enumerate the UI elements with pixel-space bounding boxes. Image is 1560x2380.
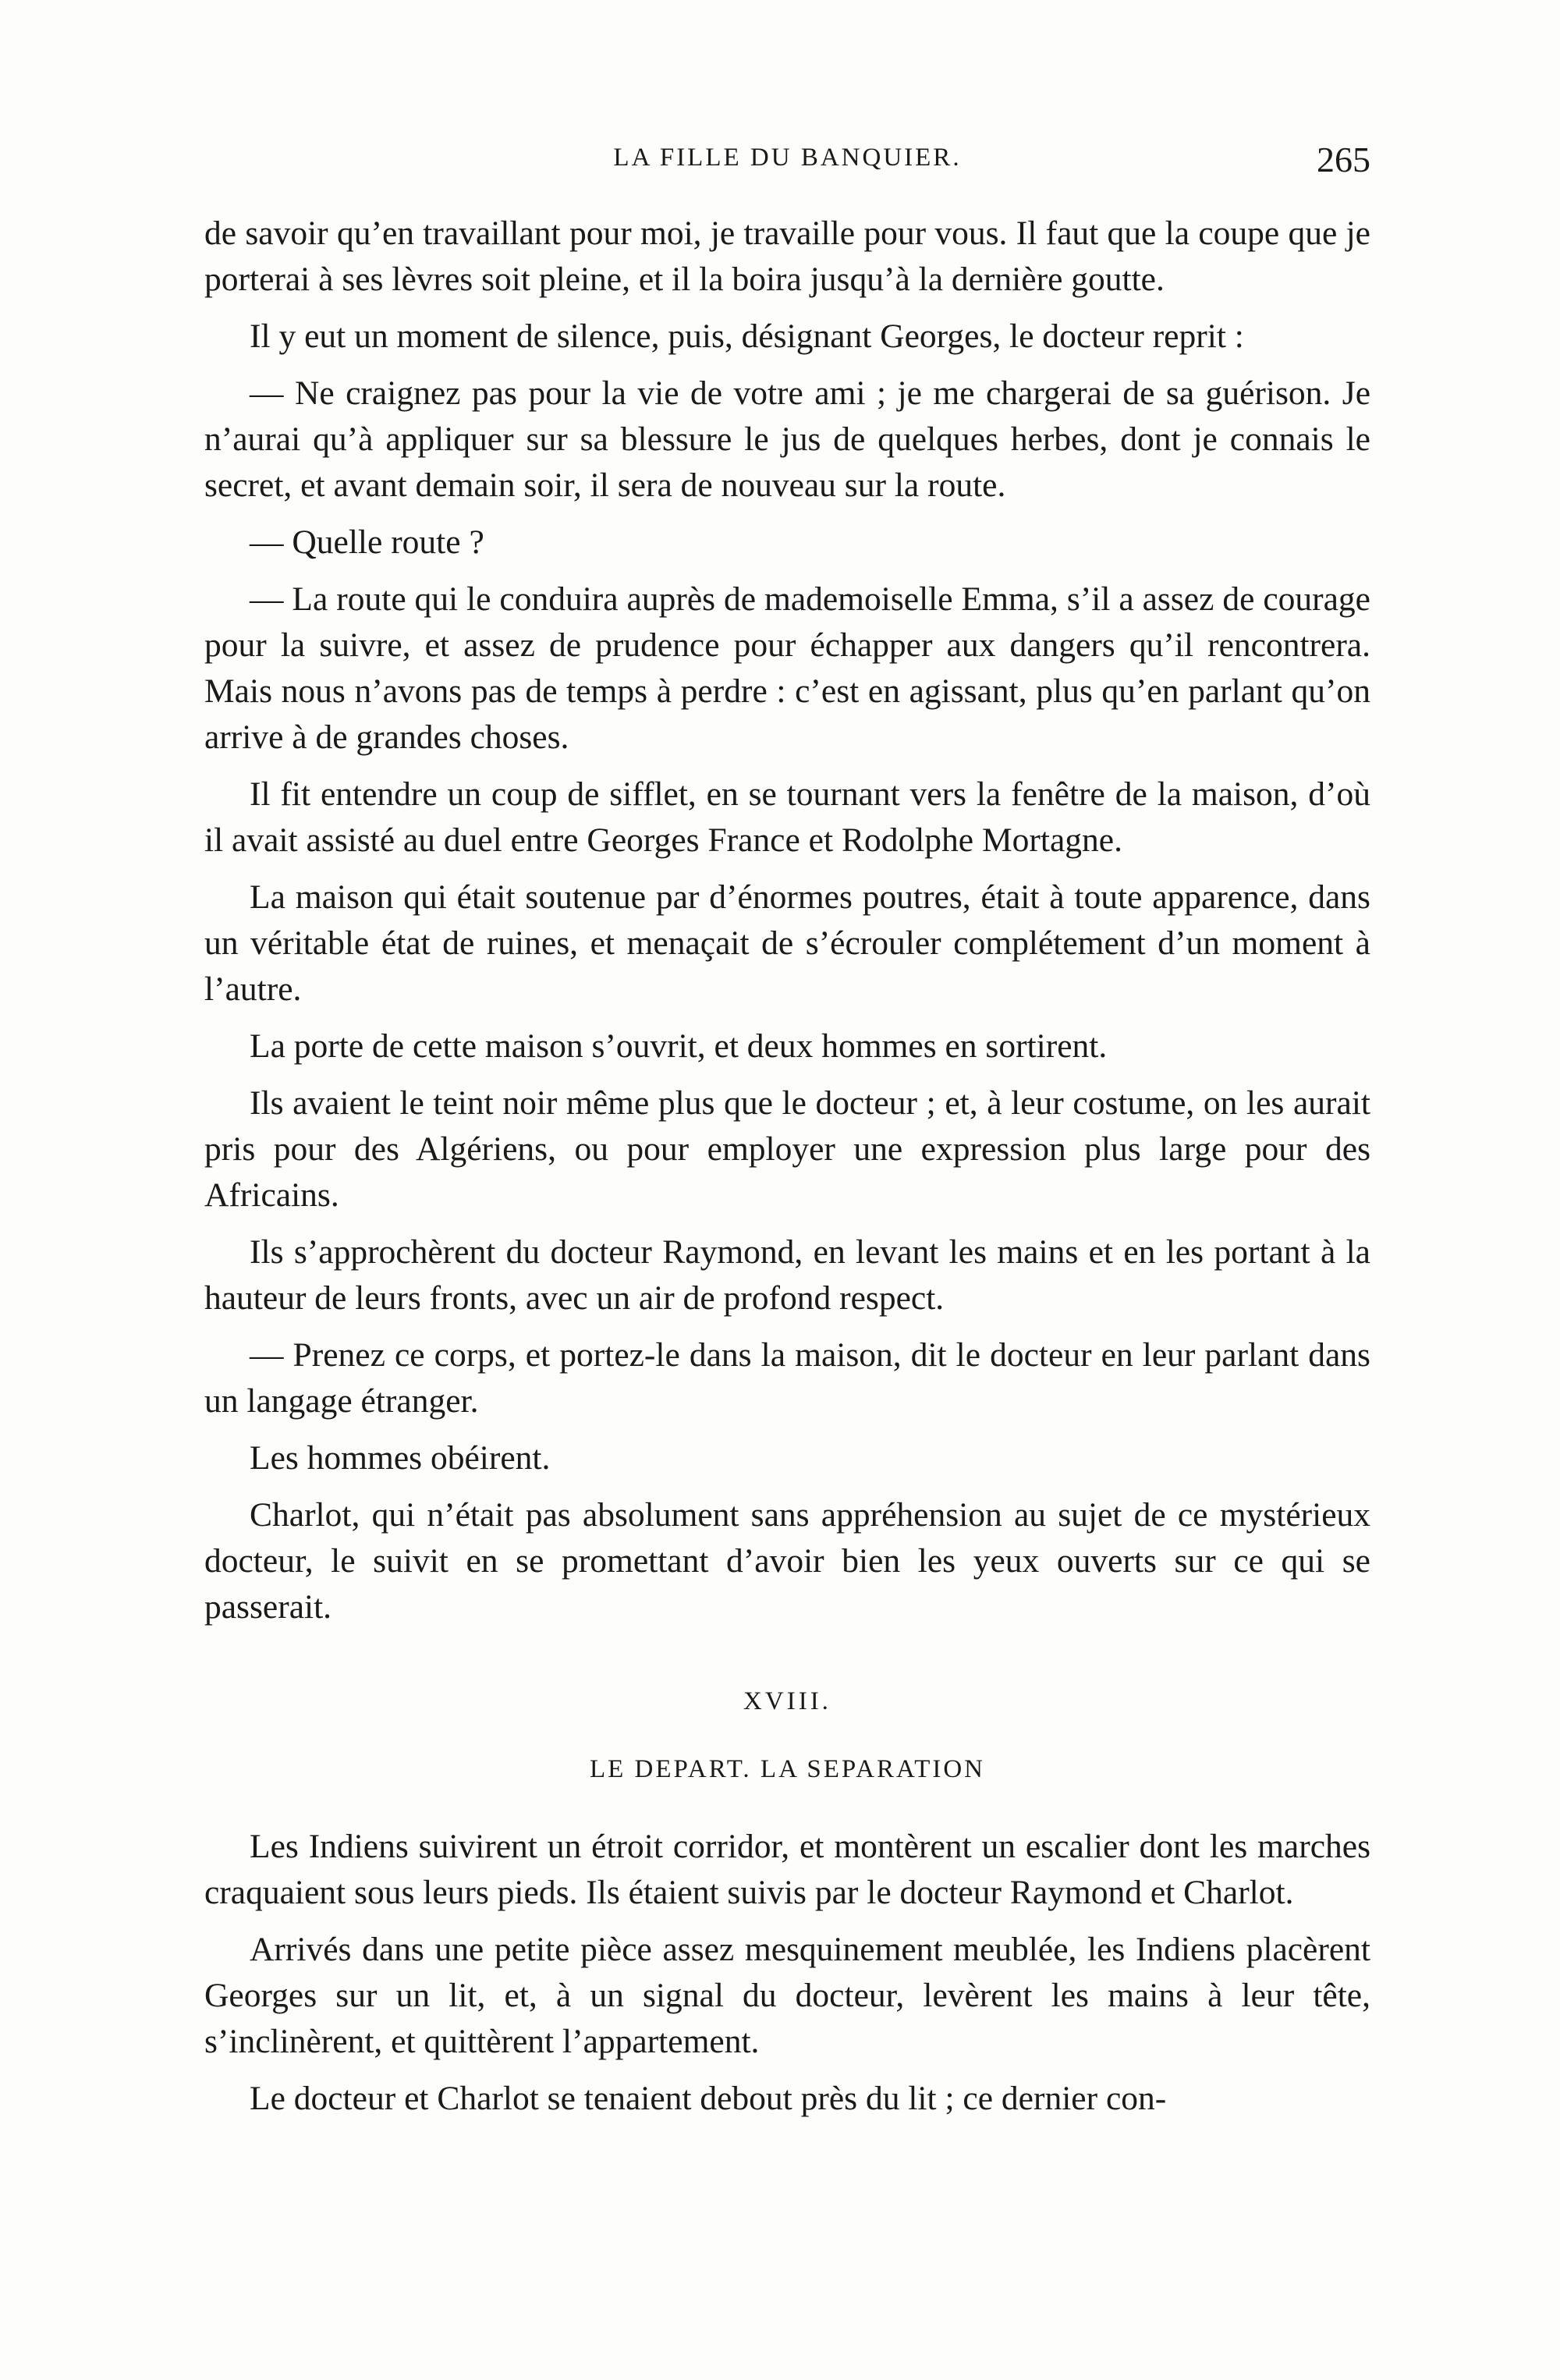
page-number: 265 [1317, 140, 1370, 179]
paragraph: Arrivés dans une petite pièce assez mesquinement meublée, les Indiens placèrent Georges sur un lit, et, à un signal du docteur, levèrent les mains à leur tête, s’inclinèrent, et quittèrent l’appartement. [204, 1931, 1370, 2060]
paragraph: — Prenez ce corps, et portez-le dans la maison, dit le docteur en leur parlant dans un langage étranger. [204, 1336, 1370, 1420]
paragraph: — Ne craignez pas pour la vie de votre ami ; je me chargerai de sa guérison. Je n’aurai qu’à appliquer sur sa blessure le jus de quelques herbes, dont je connais le secret, et avant demain soir, il sera de nouveau sur la route. [204, 374, 1370, 504]
paragraph: Le docteur et Charlot se tenaient debout près du lit ; ce dernier con- [250, 2080, 1167, 2117]
paragraph: Charlot, qui n’était pas absolument sans appréhension au sujet de ce mystérieux docteur, le suivit en se promettant d’avoir bien les yeux ouverts sur ce qui se passerait. [204, 1496, 1370, 1626]
paragraph: Ils s’approchèrent du docteur Raymond, en levant les mains et en les portant à la hauteur de leurs fronts, avec un air de profond respect. [204, 1233, 1370, 1317]
body-text [204, 211, 1370, 2133]
paragraph: Les Indiens suivirent un étroit corridor, et montèrent un escalier dont les marches craquaient sous leurs pieds. Ils étaient suivis par le docteur Raymond et Charlot. [204, 1828, 1370, 1911]
paragraph: — La route qui le conduira auprès de mademoiselle Emma, s’il a assez de courage pour la suivre, et assez de prudence pour échapper aux dangers qu’il rencontrera. Mais nous n’avons pas de temps à perdre : c’est en agissant, plus qu’en parlant qu’on arrive à de grandes choses. [204, 580, 1370, 756]
paragraph: — Quelle route ? [250, 523, 484, 561]
chapter-title: LE DEPART. LA SEPARATION [589, 1755, 986, 1783]
paragraph: de savoir qu’en travaillant pour moi, je travaille pour vous. Il faut que la coupe que je porterai à ses lèvres soit pleine, et il la boira jusqu’à la dernière goutte. [204, 215, 1370, 298]
paragraph: La maison qui était soutenue par d’énormes poutres, était à toute apparence, dans un véritable état de ruines, et menaçait de s’écrouler complétement d’un moment à l’autre. [204, 878, 1370, 1008]
running-title: LA FILLE DU BANQUIER. [613, 144, 962, 172]
paragraph: Il fit entendre un coup de sifflet, en se tournant vers la fenêtre de la maison, d’où il avait assisté au duel entre Georges France et Rodolphe Mortagne. [204, 775, 1370, 859]
paragraph: Il y eut un moment de silence, puis, désignant Georges, le docteur reprit : [250, 317, 1244, 355]
running-header [204, 139, 1370, 186]
chapter-number: XVIII. [743, 1687, 831, 1715]
paragraph: Ils avaient le teint noir même plus que le docteur ; et, à leur costume, on les aurait pris pour des Algériens, ou pour employer une expression plus large pour des Africains. [204, 1084, 1370, 1214]
paragraph: La porte de cette maison s’ouvrit, et deux hommes en sortirent. [250, 1027, 1108, 1065]
paragraph: Les hommes obéirent. [250, 1439, 551, 1477]
